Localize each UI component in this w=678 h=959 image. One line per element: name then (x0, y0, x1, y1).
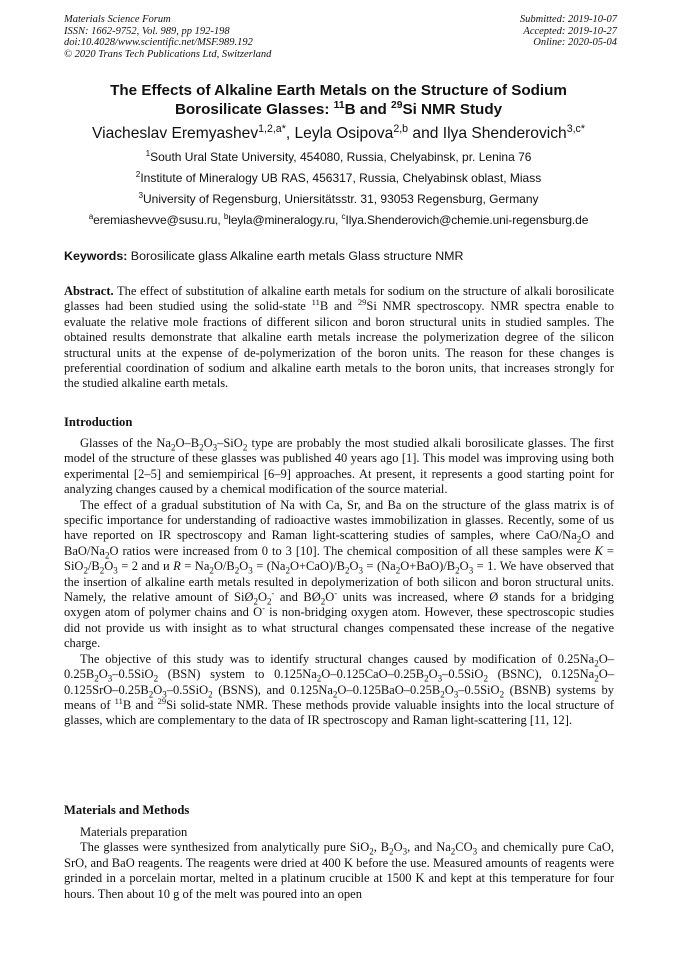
submitted-date: Submitted: 2019-10-07 (519, 14, 617, 25)
author-name: Leyla Osipova (294, 125, 394, 142)
submission-dates (520, 14, 617, 49)
paragraph: Glasses of the $Na_2O-B_2O_3-SiO_2$ type are probably the most studied alkali borosilicate glasses. The first model of the structure of these glasses was published 40 years ago [1]. This model was improving using both experimental [2–5] and semiempirical [6–9] approaches. At present, it represents a good starting point for analyzing changes caused by a chemical modification of the source material. (64, 436, 614, 497)
author-list: Viacheslav Eremyashev$^{1,2,a*}$, Leyla Osipova$^{2,b}$ and Ilya Shenderovich$^{3,c*}$ (92, 122, 585, 142)
paragraph: The effect of a gradual substitution of Na with Ca, Sr, and Ba on the structure of the glass matrix is of specific importance for understanding of radioactive wastes immobilization in glasses. Recently, some of us have reported on IR spectroscopy and Raman light-scattering studies of samples, where CaO/$Na_2O$ and BaO/$Na_2O$ ratios were increased from 0 to 3 [10]. The chemical composition of all these samples were $K = SiO_2/B_2O_3 = 2$ and и $R = Na_2O/B_2O_3 = (Na_2O+CaO)/B_2O_3 = (Na_2O+BaO)/B_2O_3 = 1$. We have observed that the insertion of alkaline earth metals resulted in depolymerization of both silicon and boron structural units. Namely, the relative amount of $SiØ_2O_2^-$ and $BØ_2O^-$ units was increased, where Ø stands for a bridging oxygen atom of polymer chains and O- is non-bridging oxygen atom. However, these spectroscopic studies did not provide us with insight as to what structural changes compensated these increase of the negative charge. (64, 497, 614, 651)
introduction-body (64, 436, 614, 729)
paragraph: The objective of this study was to identify structural changes caused by modification of $0.25Na_2O-0.25B_2O_3-0.5SiO_2$ (BSN) system to $0.125Na_2O-0.125CaO-0.25B_2O_3-0.5SiO_2$ (BSNC), $0.125Na_2O-0.125SrO-0.25B_2O_3-0.5SiO_2$ (BSNS), and $0.125Na_2O-0.125BaO-0.25B_2O_3-0.5SiO_2$ (BSNB) systems by means of $^{11}$B and $^{29}$Si solid-state NMR. These methods provide valuable insights into the local structure of glasses, which are complementary to the data of IR spectroscopy and Raman light-scattering [11, 12]. (64, 651, 614, 728)
affiliation: $^1$South Ural State University, 454080, Russia, Chelyabinsk, pr. Lenina 76 (145, 149, 532, 164)
abstract: Abstract. The effect of substitution of alkaline earth metals for sodium on the structure of alkali borosilicate glasses had been studied using the solid-state $^{11}$B and $^{29}$Si NMR spectroscopy. NMR spectra enable to evaluate the relative mole fractions of different silicon and boron structural units in studied samples. The obtained results demonstrate that alkaline earth metals increase the polymerization degree of the silicon structural units at the expense of de-polymerization of the boron units. The reason for these changes is preferential coordination of sodium and alkaline earth metals to the boron units, that increases strongly for the studied alkaline earth metals. (64, 284, 614, 391)
section-heading-materials-methods: Materials and Methods (64, 803, 190, 817)
paper-title: The Effects of Alkaline Earth Metals on the Structure of Sodium Borosilicate Glasses: $^{11}$B and $^{29}$Si NMR Study (110, 82, 567, 118)
journal-copyright: © 2020 Trans Tech Publications Ltd, Switzerland (64, 48, 272, 60)
journal-name: Materials Science Forum (64, 14, 171, 25)
subsection-heading: Materials preparation (80, 825, 188, 839)
methods-body (64, 825, 614, 902)
affiliation: $^2$Institute of Mineralogy UB RAS, 456317, Russia, Chelyabinsk oblast, Miass (135, 170, 542, 185)
journal-info (64, 14, 271, 60)
journal-doi: doi:10.4028/www.scientific.net/MSF.989.192 (64, 37, 253, 49)
author-name: Ilya Shenderovich (442, 125, 567, 142)
author-emails: $^a$eremiashevve@susu.ru, $^b$leyla@mineralogy.ru, $^c$Ilya.Shenderovich@chemie.uni-regensburg.de (88, 212, 589, 227)
affiliation: $^3$University of Regensburg, Uniersitätsstr. 31, 93053 Regensburg, Germany (138, 191, 539, 206)
accepted-date: Accepted: 2019-10-27 (523, 25, 617, 37)
online-date: Online: 2020-05-04 (533, 37, 617, 49)
journal-issn: ISSN: 1662-9752, Vol. 989, pp 192-198 (64, 25, 230, 37)
keywords-label: Keywords: (64, 249, 128, 263)
author-name: Viacheslav Eremyashev (92, 125, 259, 142)
keywords: Keywords: Borosilicate glass Alkaline earth metals Glass structure NMR (64, 249, 464, 263)
paragraph: The glasses were synthesized from analytically pure SiO$_2$, $B_2O_3$, and $Na_2CO_3$ and chemically pure CaO, SrO, and BaO reagents. The reagents were dried at 400 K before the use. Measured amounts of reagents were grinded in a porcelain mortar, melted in a platinum crucible at 1500 K and kept at this temperature for four hours. Then about 10 g of the melt was poured into an open (64, 840, 615, 901)
abstract-label: Abstract. (64, 284, 114, 298)
section-heading-introduction: Introduction (64, 415, 133, 429)
